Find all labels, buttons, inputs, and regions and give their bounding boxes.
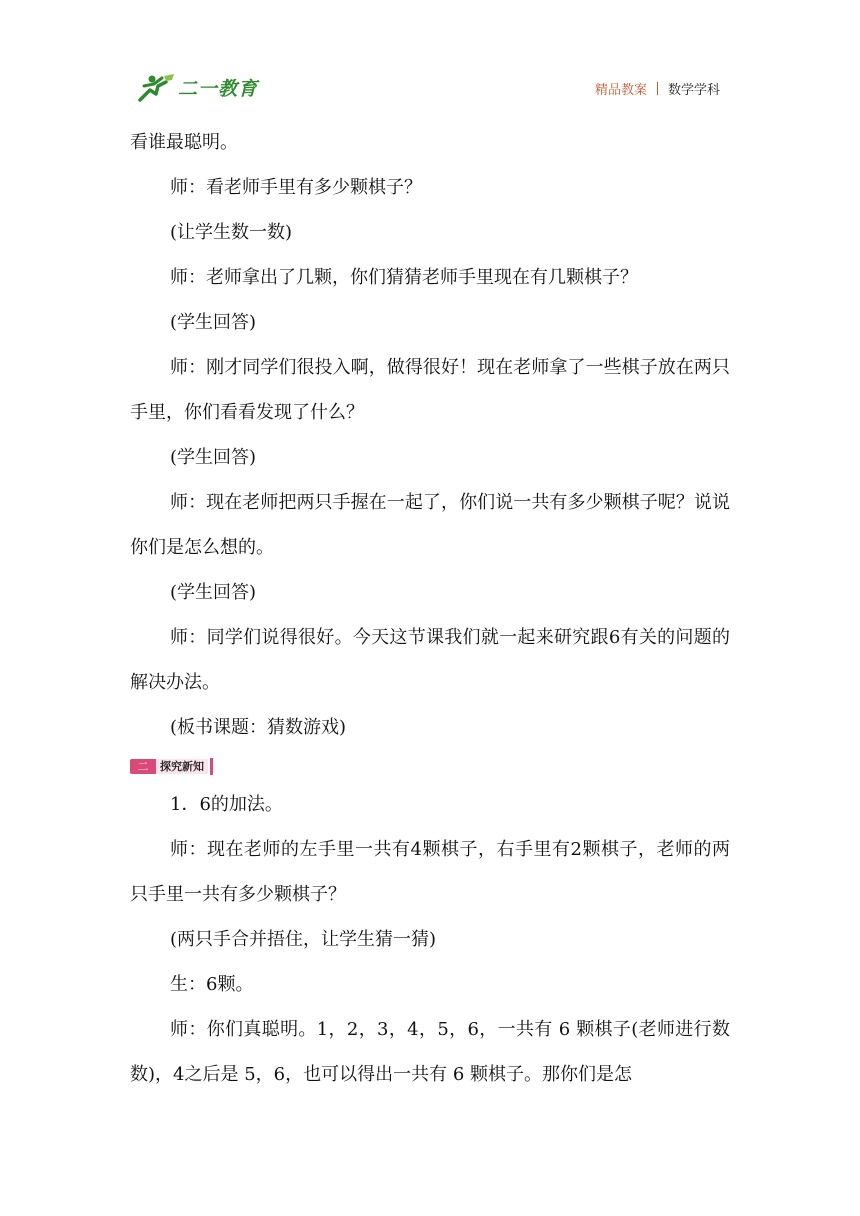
paragraph: 师：现在老师把两只手握在一起了，你们说一共有多少颗棋子呢？说说你们是怎么想的。 (130, 492, 730, 558)
paragraph: 师：同学们说得很好。今天这节课我们就一起来研究跟6有关的问题的解决办法。 (130, 627, 730, 693)
logo (136, 70, 258, 104)
header-subject: 数学学科 (667, 83, 720, 98)
paragraph: (让学生数一数) (170, 222, 293, 243)
paragraph: 师：你们真聪明。1，2，3，4，5，6，一共有 6 颗棋子(老师进行数数)，4之后是 5，6，也可以得出一共有 6 颗棋子。那你们是怎 (130, 1019, 730, 1085)
paragraph: 1．6的加法。 (170, 794, 283, 815)
paragraph: (两只手合并捂住，让学生猜一猜) (170, 929, 437, 950)
page-header (130, 64, 730, 108)
runner-logo-icon (136, 72, 176, 102)
paragraph: 看谁最聪明。 (130, 132, 238, 153)
paragraph: 师：看老师手里有多少颗棋子？ (170, 177, 422, 198)
paragraph: (板书课题：猜数游戏) (170, 717, 347, 738)
document-body (130, 120, 730, 1097)
paragraph: (学生回答) (170, 312, 257, 333)
paragraph: 师：老师拿出了几颗，你们猜猜老师手里现在有几颗棋子？ (170, 267, 638, 288)
paragraph: (学生回答) (170, 582, 257, 603)
paragraph: 生：6颗。 (170, 974, 254, 995)
paragraph: 师：刚才同学们很投入啊，做得很好！现在老师拿了一些棋子放在两只手里，你们看看发现了什么？ (130, 357, 730, 423)
logo-text: 二一教育 (178, 77, 259, 100)
section-heading (130, 750, 730, 782)
section-accent-bar (210, 758, 213, 775)
section-number: 二 (130, 759, 156, 774)
paragraph: (学生回答) (170, 447, 257, 468)
section-title: 探究新知 (156, 759, 208, 774)
header-tag: 精品教案 (594, 83, 647, 98)
paragraph: 师：现在老师的左手里一共有4颗棋子，右手里有2颗棋子，老师的两只手里一共有多少颗棋子？ (130, 839, 730, 905)
header-divider (657, 82, 658, 95)
header-meta (595, 79, 720, 98)
